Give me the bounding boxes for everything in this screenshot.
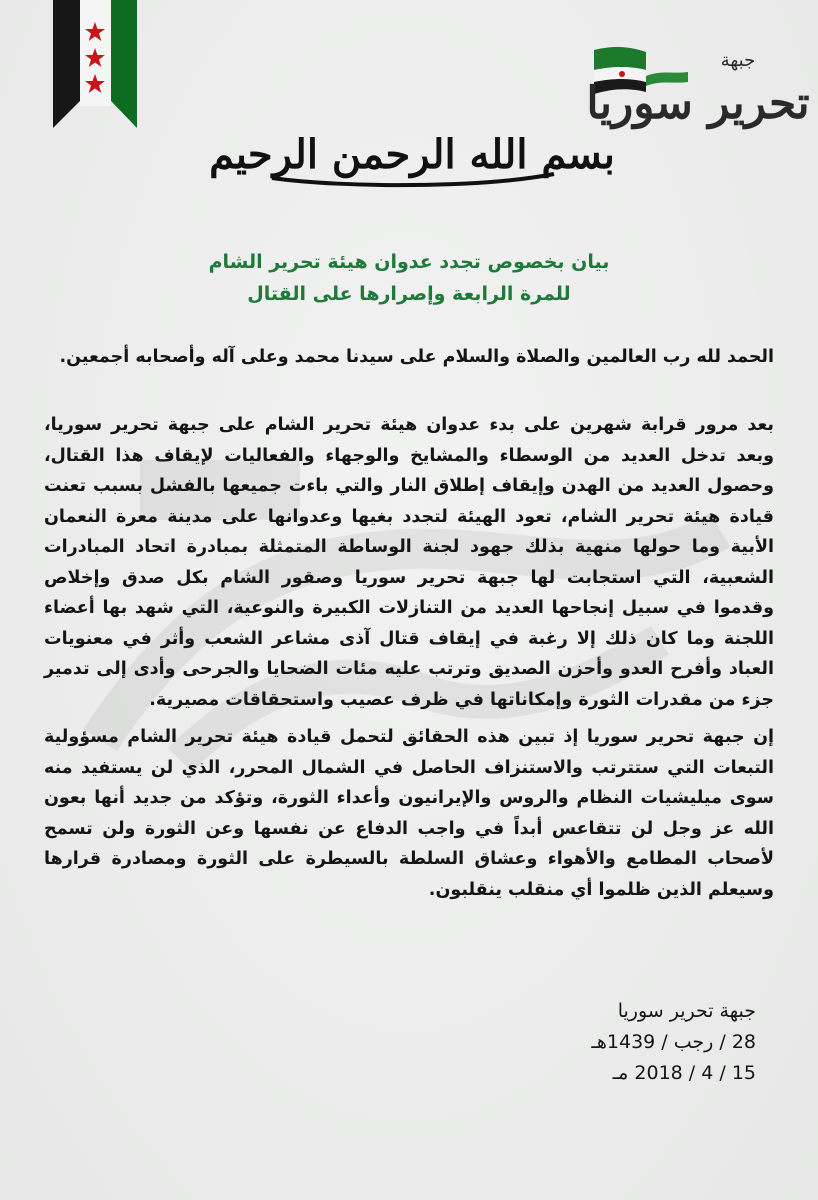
logo-flag-icon <box>586 36 810 136</box>
svg-text:تحرير سوريا: تحرير سوريا <box>586 78 810 129</box>
gregorian-date: 15 / 4 / 2018 مـ <box>612 1062 756 1084</box>
body-paragraph-1: بعد مرور قرابة شهرين على بدء عدوان هيئة تحرير الشام على جبهة تحرير سوريا، وبعد تدخل العديد من الوسطاء والمشايخ والوجهاء والفعاليات لإيقاف هذا القتال، وحصول العديد من الهدن وإيقاف إطلاق النار والتي باءت جميعها بالفشل بسبب تعنت قيادة هيئة تحرير الشام، تعود الهيئة لتجدد بغيها وعدوانها على مدينة معرة النعمان الأبية وما حولها منهية بذلك جهود لجنة الوساطة المتمثلة بمبادرة اتحاد المبادرات الشعبية، التي استجابت لها جبهة تحرير سوريا وصقور الشام بكل صدق وإخلاص وقدموا في سبيل إنجاحها العديد من التنازلات الكبيرة والنوعية، التي شهد بها أعضاء اللجنة وما كان ذلك إلا رغبة في إيقاف قتال آذى مشاعر الشعب وأثر في معنويات العباد وأفرح العدو وأحزن الصديق وترتب عليه مئات الضحايا والجرحى وأدى إلى تدمير جزء من مقدرات الثورة وإمكاناتها في ظرف عصيب واستحقاقات مصيرية. <box>44 415 774 710</box>
organization-logo <box>586 36 810 136</box>
signature-block <box>591 996 756 1089</box>
revolution-flag-icon <box>53 0 137 130</box>
hijri-date: 28 / رجب / 1439هـ <box>591 1031 756 1053</box>
body-paragraph-2: إن جبهة تحرير سوريا إذ تبين هذه الحقائق لتحمل قيادة هيئة تحرير الشام مسؤولية التبعات التي ستترتب والاستنزاف الحاصل في الشمال المحرر، الذي لن يستفيد منه سوى ميليشيات النظام والروس والإيرانيون وأعداء الثورة، وتؤكد من جديد أنها بعون الله عز وجل لن تتقاعس أبداً في واجب الدفاع عن نفسها وعن الثورة ولن تسمح لأصحاب المطامع والأهواء وعشاق السلطة بالسيطرة على الثورة ومصادرة قرارها وسيعلم الذين ظلموا أي منقلب ينقلبون. <box>44 727 774 900</box>
svg-text:بسم الله الرحمن الرحيم: بسم الله الرحمن الرحيم <box>209 131 615 178</box>
title-line-2: للمرة الرابعة وإصرارها على القتال <box>247 283 571 305</box>
signature-organization: جبهة تحرير سوريا <box>617 1000 756 1022</box>
title-line-1: بيان بخصوص تجدد عدوان هيئة تحرير الشام <box>208 251 610 273</box>
opening-paragraph: الحمد لله رب العالمين والصلاة والسلام على سيدنا محمد وعلى آله وأصحابه أجمعين. <box>59 347 774 367</box>
svg-text:جبهة: جبهة <box>720 50 756 71</box>
basmala-calligraphy <box>209 112 615 190</box>
statement-title <box>0 246 818 310</box>
